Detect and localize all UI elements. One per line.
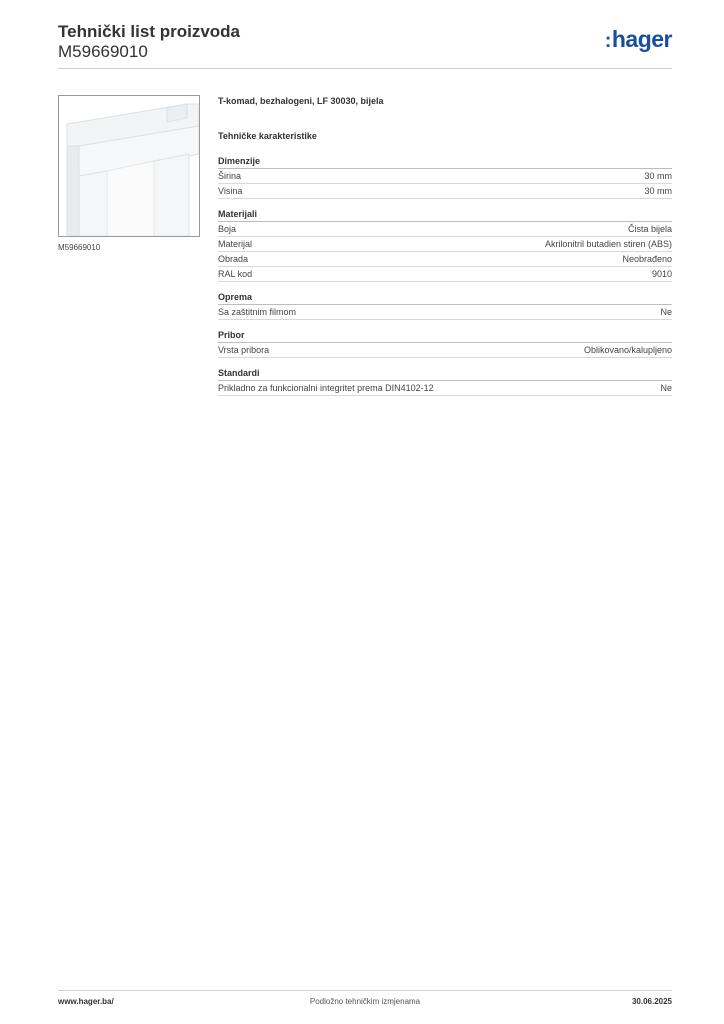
spec-row — [218, 169, 672, 184]
section-title: Dimenzije — [218, 155, 672, 169]
spec-value: 30 mm — [644, 186, 672, 196]
section-dimenzije — [218, 155, 672, 199]
header-divider — [58, 68, 672, 69]
logo-text: hager — [611, 26, 672, 52]
product-name: T-komad, bezhalogeni, LF 30030, bijela — [218, 96, 384, 106]
document-title: Tehnički list proizvoda — [58, 22, 240, 41]
spec-value: Akrilonitril butadien stiren (ABS) — [544, 239, 672, 249]
spec-value: Oblikovano/kalupljeno — [583, 345, 672, 355]
spec-label: Materijal — [218, 239, 253, 249]
specification-content — [218, 96, 672, 405]
technical-characteristics-heading: Tehničke karakteristike — [218, 131, 317, 141]
footer-notice: Podložno tehničkim izmjenama — [309, 997, 421, 1006]
section-pribor — [218, 329, 672, 358]
spec-label: Sa zaštitnim filmom — [218, 307, 297, 317]
spec-label: Obrada — [218, 254, 249, 264]
section-title: Standardi — [218, 367, 672, 381]
hager-logo — [605, 26, 672, 53]
image-caption: M59669010 — [58, 243, 101, 252]
spec-row — [218, 184, 672, 199]
section-title: Materijali — [218, 208, 672, 222]
spec-value: Ne — [660, 307, 672, 317]
spec-label: Širina — [218, 171, 242, 181]
spec-label: Boja — [218, 224, 237, 234]
spec-row — [218, 252, 672, 267]
spec-value: Ne — [660, 383, 672, 393]
section-materijali — [218, 208, 672, 282]
product-code: M59669010 — [58, 42, 148, 61]
footer-date: 30.06.2025 — [631, 997, 672, 1006]
section-oprema — [218, 291, 672, 320]
spec-label: Visina — [218, 186, 243, 196]
logo-colon-icon: : — [604, 30, 611, 52]
spec-label: RAL kod — [218, 269, 253, 279]
spec-value: Čista bijela — [627, 224, 672, 234]
spec-row — [218, 222, 672, 237]
spec-value: Neobrađeno — [622, 254, 672, 264]
spec-value: 30 mm — [644, 171, 672, 181]
spec-row — [218, 237, 672, 252]
page-header — [58, 22, 672, 62]
spec-label: Prikladno za funkcionalni integritet prema DIN4102-12 — [218, 383, 434, 393]
product-image — [58, 95, 200, 237]
section-title: Oprema — [218, 291, 672, 305]
website-link[interactable]: www.hager.ba/ — [58, 997, 114, 1006]
spec-row — [218, 305, 672, 320]
spec-row — [218, 267, 672, 282]
spec-row — [218, 381, 672, 396]
footer-divider — [58, 990, 672, 991]
section-title: Pribor — [218, 329, 672, 343]
spec-value: 9010 — [651, 269, 672, 279]
spec-label: Vrsta pribora — [218, 345, 270, 355]
spec-row — [218, 343, 672, 358]
section-standardi — [218, 367, 672, 396]
t-piece-product-icon — [59, 96, 199, 236]
